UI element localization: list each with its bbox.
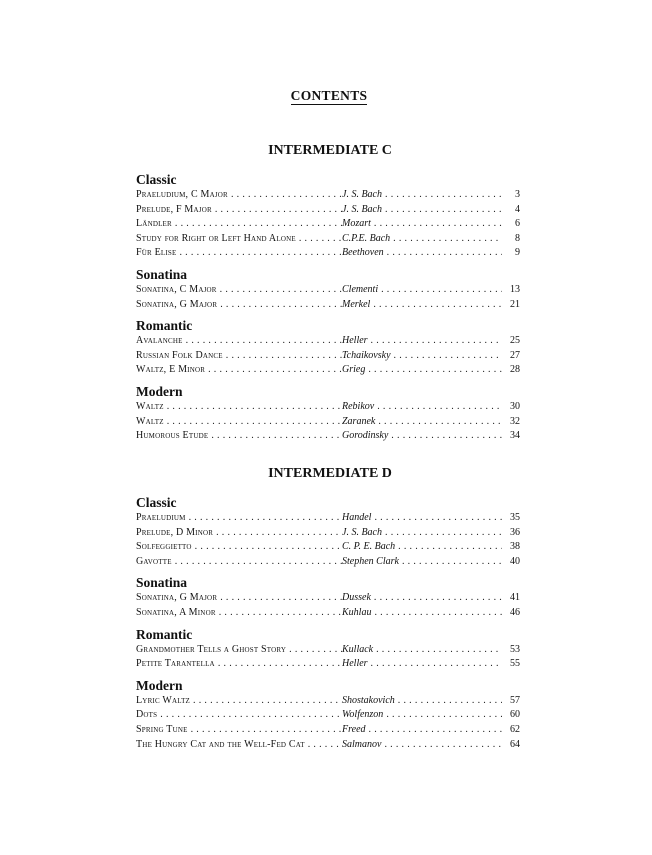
section-heading: Romantic bbox=[136, 626, 193, 642]
dot-leader bbox=[183, 334, 342, 349]
dot-leader bbox=[382, 526, 502, 541]
toc-entry bbox=[136, 232, 520, 247]
page-number: 38 bbox=[510, 541, 520, 553]
dot-leader bbox=[399, 555, 502, 570]
dot-leader bbox=[374, 400, 502, 415]
part-title: INTERMEDIATE D bbox=[268, 466, 392, 481]
dot-leader bbox=[186, 511, 342, 526]
dot-leader bbox=[370, 298, 502, 313]
dot-leader bbox=[305, 738, 342, 753]
page-number: 62 bbox=[510, 723, 520, 735]
section-heading: Sonatina bbox=[136, 266, 188, 282]
section-classic bbox=[136, 171, 520, 261]
composer-name: Tchaikovsky bbox=[342, 349, 391, 361]
section-heading: Modern bbox=[136, 383, 183, 399]
page-number: 3 bbox=[515, 189, 520, 200]
dot-leader bbox=[368, 657, 502, 672]
dot-leader bbox=[192, 540, 342, 555]
section-modern bbox=[136, 383, 520, 444]
dot-leader bbox=[164, 400, 342, 415]
toc-entry bbox=[136, 606, 520, 621]
composer-name: Salmanov bbox=[342, 738, 382, 750]
composer-name: J. S. Bach bbox=[342, 189, 382, 200]
composer-name: Stephen Clark bbox=[342, 555, 399, 567]
toc-entry bbox=[136, 363, 520, 378]
dot-leader bbox=[383, 708, 502, 723]
piece-title: Sonatina, G Major bbox=[136, 298, 218, 310]
dot-leader bbox=[371, 217, 502, 232]
dot-leader bbox=[190, 694, 342, 709]
piece-title: Lyric Waltz bbox=[136, 694, 191, 706]
composer-name: Merkel bbox=[342, 298, 371, 310]
section-romantic bbox=[136, 626, 520, 672]
piece-title: Für Elise bbox=[136, 247, 177, 259]
toc-entry bbox=[136, 246, 520, 261]
piece-title: Waltz bbox=[136, 415, 164, 427]
dot-leader bbox=[164, 415, 342, 430]
dot-leader bbox=[371, 511, 502, 526]
dot-leader bbox=[212, 203, 342, 218]
composer-name: Rebikov bbox=[342, 400, 375, 412]
dot-leader bbox=[217, 283, 342, 298]
dot-leader bbox=[216, 606, 342, 621]
piece-title: Dots bbox=[136, 709, 158, 721]
dot-leader bbox=[391, 349, 502, 364]
composer-name: Gorodinsky bbox=[342, 430, 389, 442]
toc-entry bbox=[136, 591, 520, 606]
piece-title: Study for Right or Left Hand Alone bbox=[136, 232, 296, 244]
dot-leader bbox=[390, 232, 502, 247]
page-number: 35 bbox=[510, 512, 520, 523]
composer-name: Dussek bbox=[342, 592, 371, 604]
toc-entry bbox=[136, 657, 520, 672]
piece-title: Praeludium bbox=[136, 512, 186, 523]
composer-name: Zaranek bbox=[342, 415, 376, 427]
dot-leader bbox=[176, 246, 342, 261]
dot-leader bbox=[365, 363, 502, 378]
piece-title: Solfeggietto bbox=[136, 541, 192, 553]
dot-leader bbox=[286, 643, 342, 658]
toc-entry bbox=[136, 188, 520, 203]
dot-leader bbox=[205, 363, 342, 378]
page-number: 57 bbox=[510, 694, 520, 706]
part-title: INTERMEDIATE C bbox=[268, 143, 392, 158]
piece-title: Sonatina, A Minor bbox=[136, 606, 216, 618]
page-number: 27 bbox=[510, 349, 520, 361]
composer-name: Handel bbox=[342, 512, 372, 523]
section-romantic bbox=[136, 317, 520, 378]
page-title-text: CONTENTS bbox=[290, 88, 368, 103]
page-number: 34 bbox=[510, 430, 520, 442]
dot-leader bbox=[382, 203, 502, 218]
composer-name: C. P. E. Bach bbox=[342, 541, 396, 553]
dot-leader bbox=[157, 708, 342, 723]
section-heading: Modern bbox=[136, 677, 183, 693]
dot-leader bbox=[208, 429, 342, 444]
composer-name: C.P.E. Bach bbox=[342, 232, 391, 244]
piece-title: Sonatina, G Major bbox=[136, 592, 218, 604]
piece-title: Sonatina, C Major bbox=[136, 283, 217, 295]
page-number: 46 bbox=[510, 606, 520, 618]
composer-name: Heller bbox=[342, 335, 368, 347]
page-number: 6 bbox=[515, 218, 520, 230]
dot-leader bbox=[371, 591, 502, 606]
section-heading: Romantic bbox=[136, 318, 193, 334]
section-modern bbox=[136, 677, 520, 752]
toc-entry bbox=[136, 723, 520, 738]
page-number: 36 bbox=[510, 526, 520, 538]
composer-name: Grieg bbox=[342, 364, 366, 376]
page-number: 25 bbox=[510, 335, 520, 347]
page-number: 41 bbox=[510, 592, 520, 604]
composer-name: Mozart bbox=[342, 218, 371, 230]
toc-entry bbox=[136, 400, 520, 415]
piece-title: Russian Folk Dance bbox=[136, 349, 223, 361]
toc-entry bbox=[136, 738, 520, 753]
piece-title: Ländler bbox=[136, 218, 172, 230]
section-classic bbox=[136, 494, 520, 569]
toc-entry bbox=[136, 694, 520, 709]
piece-title: The Hungry Cat and the Well-Fed Cat bbox=[136, 738, 305, 750]
toc-entry bbox=[136, 429, 520, 444]
page-number: 8 bbox=[515, 232, 520, 244]
part-intermediate-c bbox=[136, 140, 520, 444]
dot-leader bbox=[388, 429, 502, 444]
section-heading: Classic bbox=[136, 172, 177, 187]
composer-name: Wolfenzon bbox=[342, 709, 384, 721]
toc-entry bbox=[136, 203, 520, 218]
dot-leader bbox=[395, 540, 502, 555]
page-number: 21 bbox=[510, 298, 520, 310]
dot-leader bbox=[373, 643, 502, 658]
page-number: 28 bbox=[510, 364, 520, 376]
dot-leader bbox=[188, 723, 342, 738]
toc-entry bbox=[136, 511, 520, 526]
composer-name: J. S. Bach bbox=[342, 526, 382, 538]
piece-title: Prelude, F Major bbox=[136, 203, 212, 215]
dot-leader bbox=[382, 188, 502, 203]
composer-name: Beethoven bbox=[342, 247, 384, 259]
dot-leader bbox=[228, 188, 342, 203]
section-heading: Classic bbox=[136, 495, 177, 510]
composer-name: Heller bbox=[342, 658, 368, 670]
toc-entry bbox=[136, 349, 520, 364]
dot-leader bbox=[296, 232, 342, 247]
composer-name: Kuhlau bbox=[342, 606, 372, 618]
dot-leader bbox=[172, 217, 342, 232]
toc-entry bbox=[136, 283, 520, 298]
page-title bbox=[0, 88, 652, 104]
dot-leader bbox=[172, 555, 342, 570]
composer-name: Clementi bbox=[342, 283, 379, 295]
composer-name: Freed bbox=[342, 723, 366, 735]
dot-leader bbox=[375, 415, 502, 430]
toc-entry bbox=[136, 555, 520, 570]
toc-entry bbox=[136, 298, 520, 313]
piece-title: Grandmother Tells a Ghost Story bbox=[136, 643, 287, 655]
piece-title: Waltz, E Minor bbox=[136, 364, 206, 376]
toc-entry bbox=[136, 217, 520, 232]
piece-title: Petite Tarantella bbox=[136, 658, 215, 670]
page-number: 40 bbox=[510, 555, 520, 567]
section-sonatina bbox=[136, 574, 520, 620]
dot-leader bbox=[213, 526, 342, 541]
toc-entry bbox=[136, 643, 520, 658]
piece-title: Avalanche bbox=[136, 335, 183, 347]
toc-entry bbox=[136, 334, 520, 349]
page-number: 30 bbox=[510, 400, 520, 412]
piece-title: Humorous Etude bbox=[136, 430, 209, 442]
dot-leader bbox=[217, 591, 342, 606]
page-number: 53 bbox=[510, 643, 520, 655]
piece-title: Waltz bbox=[136, 400, 164, 412]
page-number: 13 bbox=[510, 283, 520, 295]
part-intermediate-d bbox=[136, 463, 520, 752]
composer-name: Kullack bbox=[342, 643, 374, 655]
page-number: 32 bbox=[510, 415, 520, 427]
dot-leader bbox=[384, 246, 502, 261]
toc-entry bbox=[136, 708, 520, 723]
dot-leader bbox=[378, 283, 502, 298]
page-number: 64 bbox=[510, 738, 520, 750]
dot-leader bbox=[371, 606, 502, 621]
toc-entry bbox=[136, 415, 520, 430]
section-sonatina bbox=[136, 266, 520, 312]
page-number: 55 bbox=[510, 658, 520, 670]
piece-title: Praeludium, C Major bbox=[136, 189, 228, 200]
dot-leader bbox=[368, 334, 502, 349]
toc-entry bbox=[136, 540, 520, 555]
dot-leader bbox=[223, 349, 342, 364]
toc-entry bbox=[136, 526, 520, 541]
page-number: 60 bbox=[510, 709, 520, 721]
page-number: 4 bbox=[515, 203, 520, 215]
piece-title: Prelude, D Minor bbox=[136, 526, 214, 538]
dot-leader bbox=[217, 298, 342, 313]
composer-name: Shostakovich bbox=[342, 694, 395, 706]
composer-name: J. S. Bach bbox=[342, 203, 382, 215]
piece-title: Gavotte bbox=[136, 555, 172, 567]
section-heading: Sonatina bbox=[136, 575, 188, 591]
piece-title: Spring Tune bbox=[136, 723, 188, 735]
dot-leader bbox=[215, 657, 342, 672]
dot-leader bbox=[381, 738, 502, 753]
dot-leader bbox=[395, 694, 502, 709]
dot-leader bbox=[366, 723, 502, 738]
page-number: 9 bbox=[515, 247, 520, 259]
